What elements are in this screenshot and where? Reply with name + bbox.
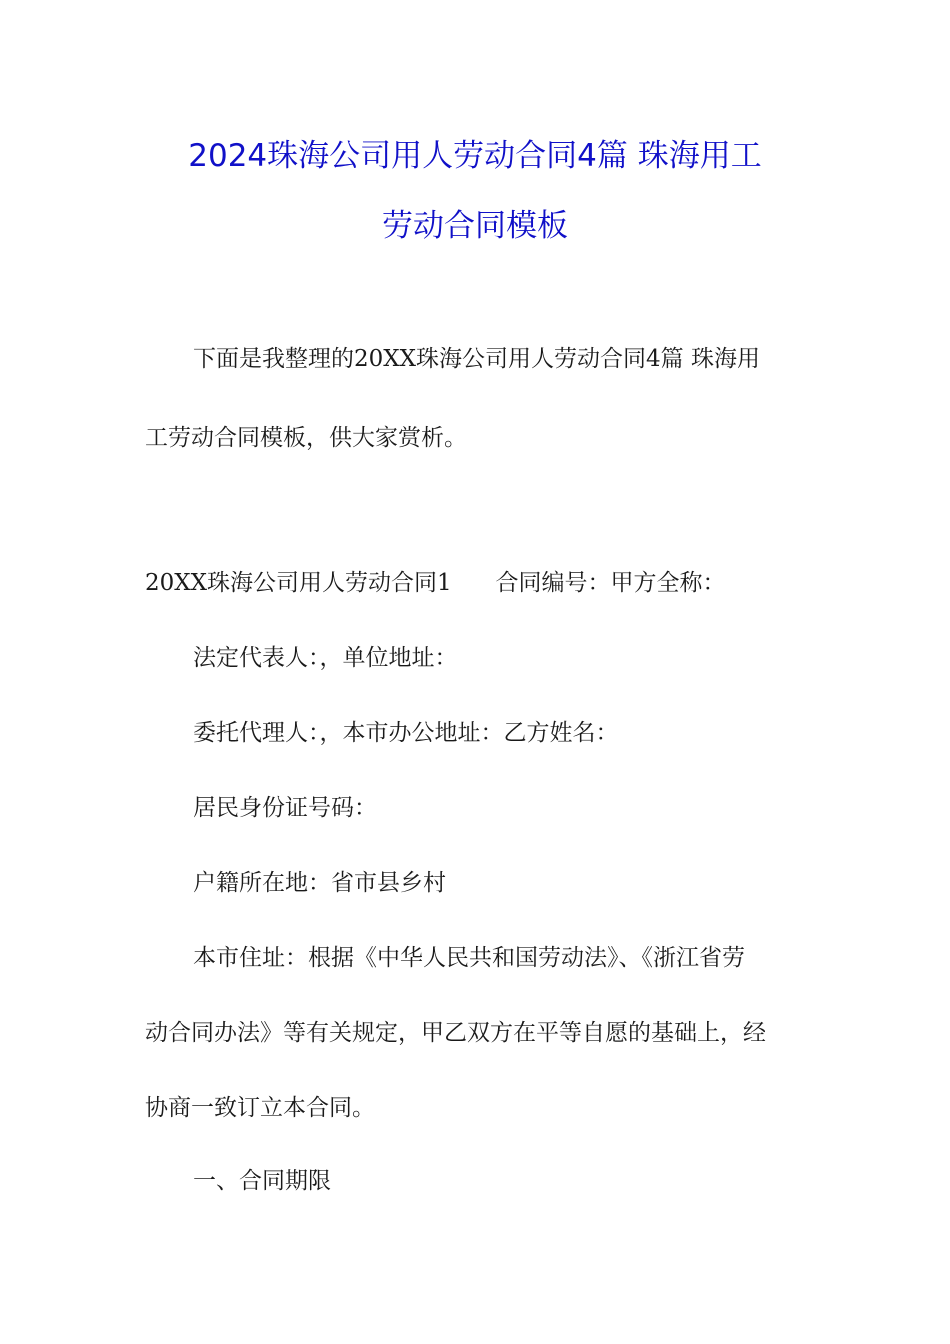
intro-line-2: 工劳动合同模板，供大家赏析。 — [145, 425, 467, 451]
household-registration-field: 户籍所在地：省市县乡村 — [193, 870, 446, 896]
document-title-line-2: 劳动合同模板 — [382, 208, 568, 244]
legal-basis-line-3: 协商一致订立本合同。 — [145, 1095, 375, 1121]
legal-representative-field: 法定代表人：，单位地址： — [193, 645, 458, 671]
legal-basis-line-2: 动合同办法》等有关规定，甲乙双方在平等自愿的基础上，经 — [145, 1020, 766, 1046]
intro-line-1: 下面是我整理的20XX珠海公司用人劳动合同4篇 珠海用 — [193, 346, 760, 372]
agent-field: 委托代理人：，本市办公地址：乙方姓名： — [193, 720, 619, 746]
document-title-line-1: 2024珠海公司用人劳动合同4篇 珠海用工 — [188, 138, 762, 174]
legal-basis-line-1: 本市住址：根据《中华人民共和国劳动法》、《浙江省劳 — [193, 945, 745, 971]
section-heading-contract-term: 一、合同期限 — [193, 1168, 331, 1194]
id-number-field: 居民身份证号码： — [193, 795, 377, 821]
contract-heading: 20XX珠海公司用人劳动合同1 合同编号：甲方全称： — [145, 570, 726, 596]
